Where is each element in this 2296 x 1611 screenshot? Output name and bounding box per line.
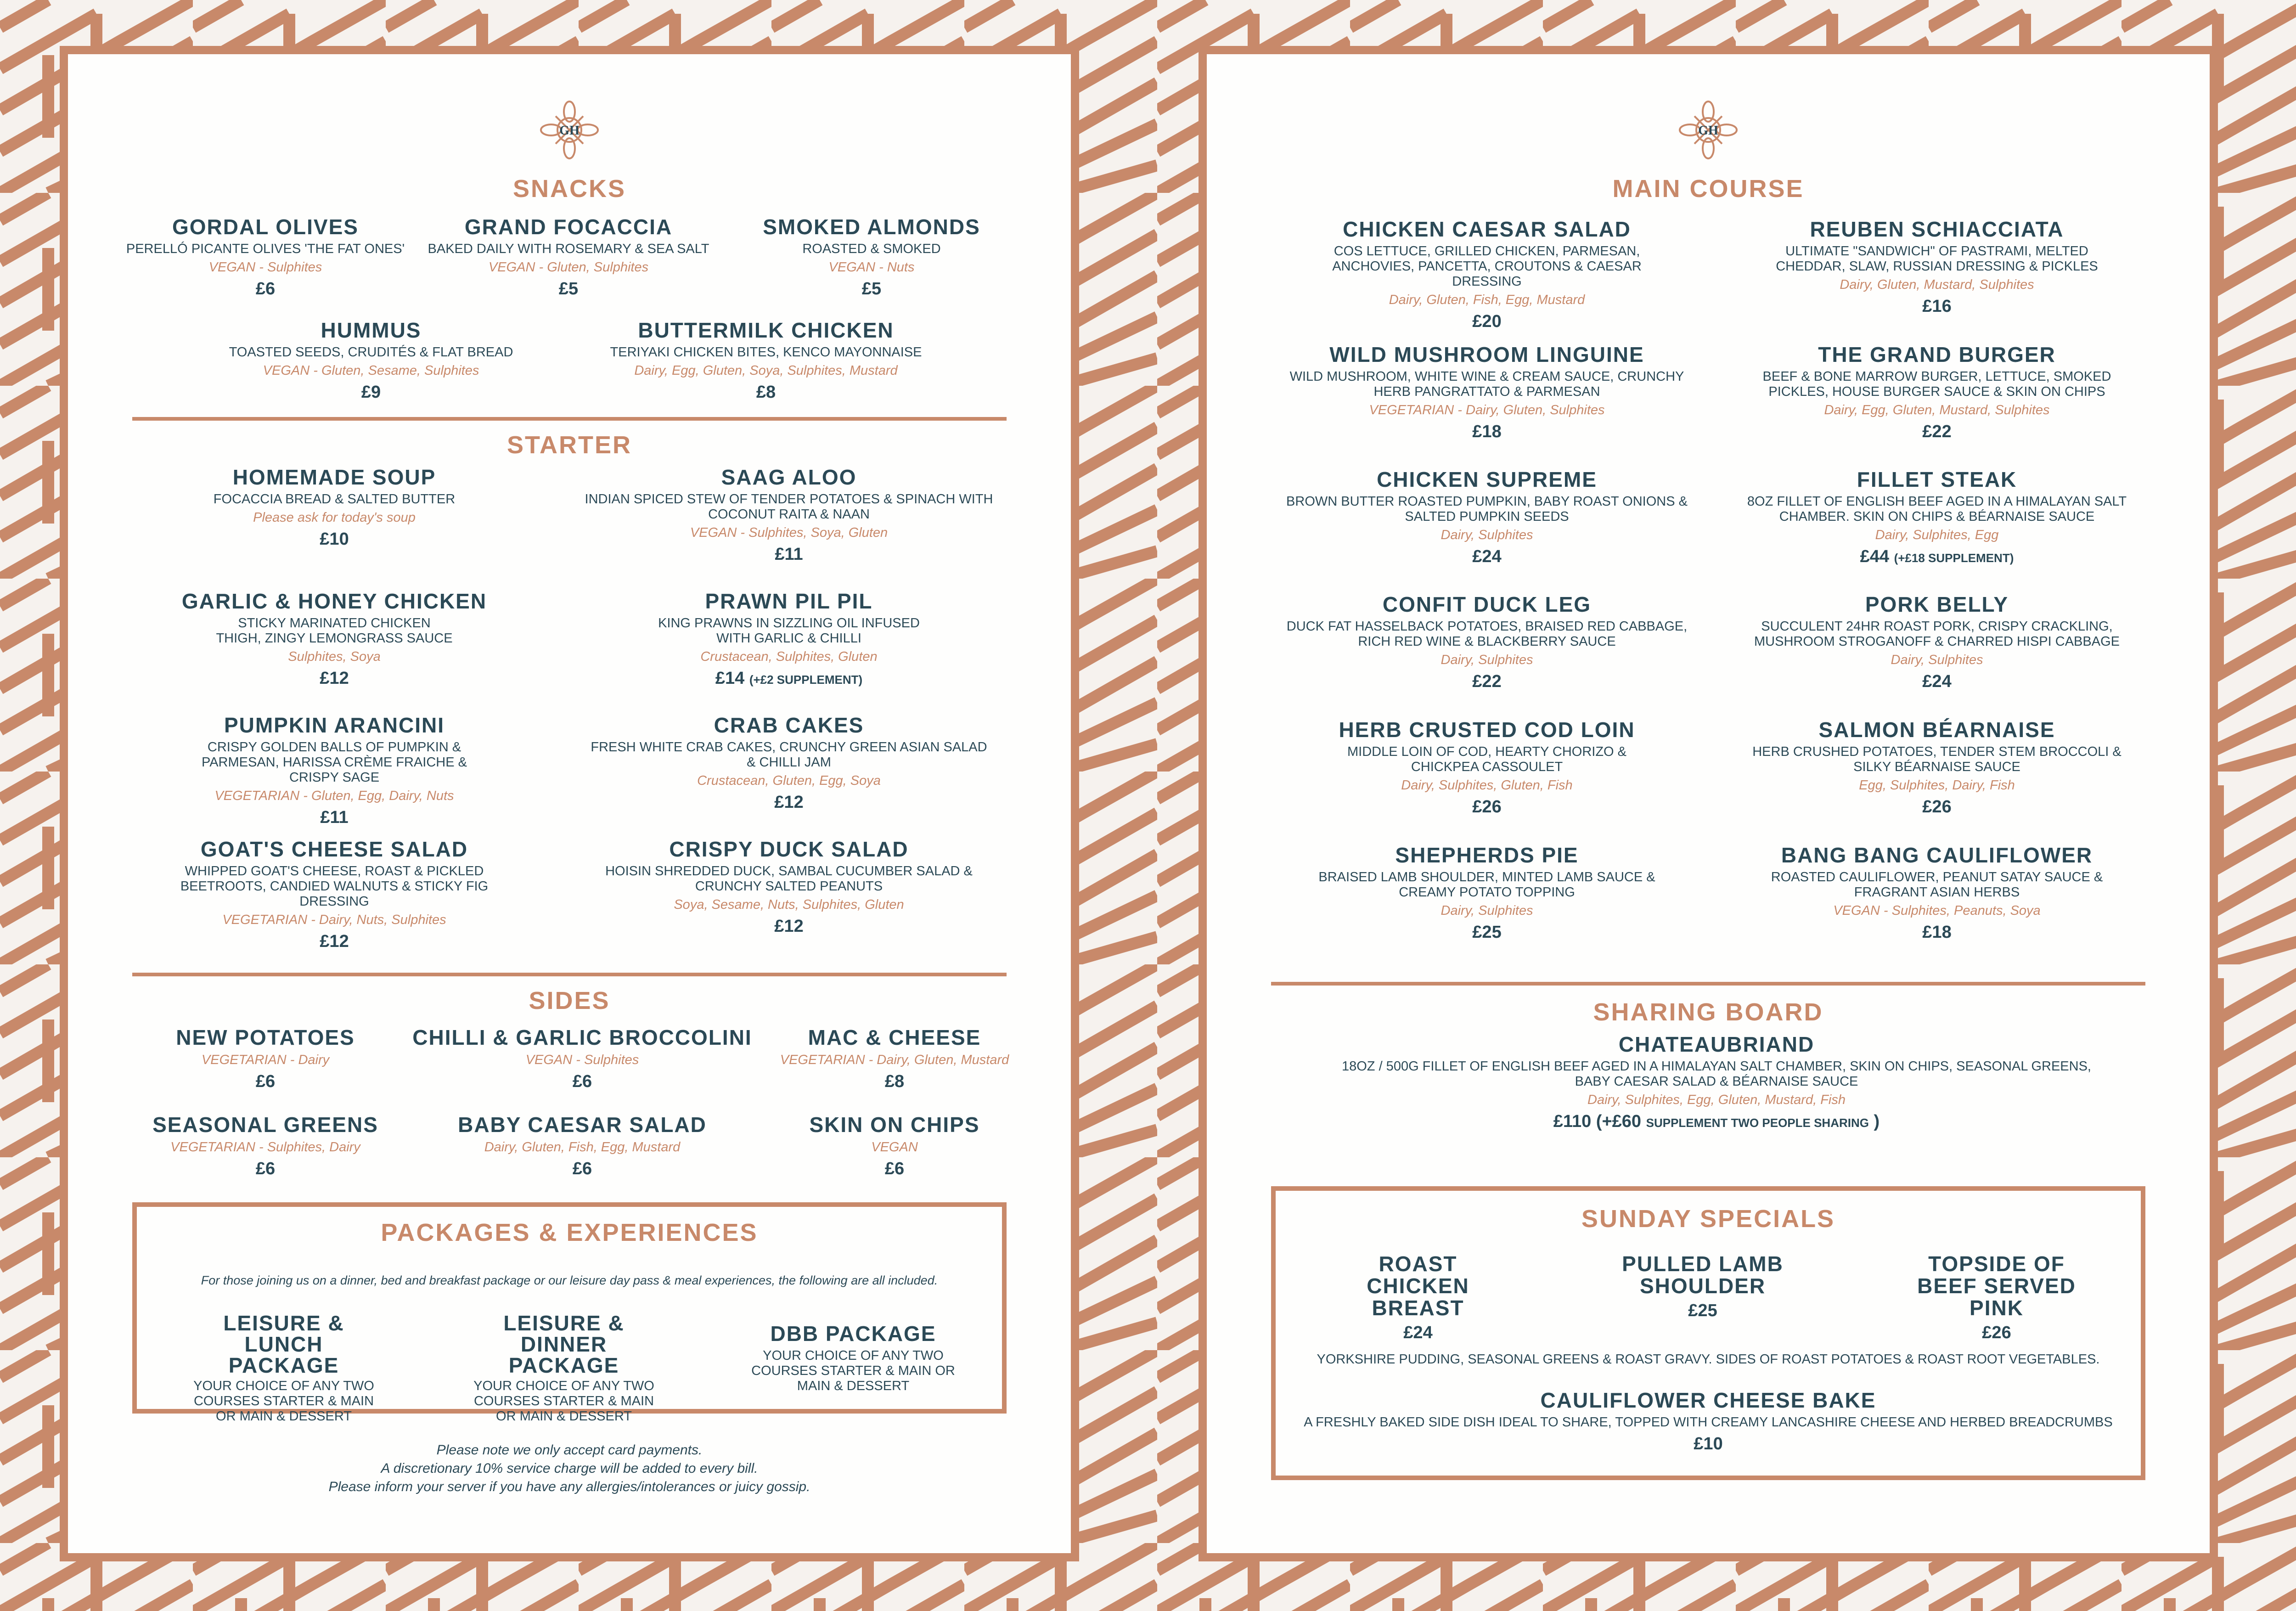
sunday-specials-box	[1271, 1186, 2145, 1480]
item-name: ROAST CHICKEN BREAST	[1367, 1252, 1469, 1320]
section-title-packages: PACKAGES & EXPERIENCES	[381, 1219, 758, 1246]
item-desc: YOUR CHOICE OF ANY TWO COURSES STARTER & MAIN OR MAIN & DESSERT	[193, 1379, 374, 1424]
item-name: CHILLI & GARLIC BROCCOLINI	[412, 1025, 752, 1049]
item-price: £6	[255, 1072, 276, 1091]
item-price: £6	[255, 279, 276, 299]
item-name: CHATEAUBRIAND	[1618, 1032, 1815, 1056]
menu-item	[123, 215, 408, 299]
menu-item	[766, 1025, 1023, 1092]
item-allergens: Dairy, Sulphites	[1441, 528, 1533, 542]
item-desc: FOCACCIA BREAD & SALTED BUTTER	[213, 492, 456, 507]
menu-item	[146, 837, 523, 952]
item-price: £10	[1694, 1434, 1723, 1453]
item-allergens: VEGAN - Sulphites, Peanuts, Soya	[1833, 903, 2041, 918]
item-desc: BRAISED LAMB SHOULDER, MINTED LAMB SAUCE & CREAMY POTATO TOPPING	[1318, 870, 1655, 900]
item-name: SALMON BÉARNAISE	[1818, 718, 2055, 742]
item-price: £22	[1922, 422, 1952, 441]
item-price: £9	[361, 383, 381, 402]
logo-monogram-text: GH	[1698, 124, 1718, 138]
item-allergens: VEGETARIAN - Dairy	[201, 1053, 330, 1067]
item-allergens: VEGAN	[871, 1140, 918, 1155]
item-desc: FRESH WHITE CRAB CAKES, CRUNCHY GREEN ASIAN SALAD & CHILLI JAM	[591, 740, 987, 770]
item-name: CONFIT DUCK LEG	[1382, 592, 1592, 616]
menu-item	[573, 713, 1005, 812]
item-name: CRAB CAKES	[714, 713, 864, 737]
item-price-note: SUPPLEMENT TWO PEOPLE SHARING	[1646, 1116, 1869, 1130]
item-desc: YOUR CHOICE OF ANY TWO COURSES STARTER & MAIN OR MAIN & DESSERT	[473, 1379, 654, 1424]
menu-item	[1721, 592, 2153, 692]
item-allergens: VEGETARIAN - Gluten, Egg, Dairy, Nuts	[214, 789, 454, 803]
item-allergens: VEGAN - Gluten, Sesame, Sulphites	[263, 363, 479, 378]
item-price: £8	[756, 383, 776, 402]
roast-item	[1579, 1253, 1827, 1321]
item-allergens: Dairy, Sulphites, Gluten, Fish	[1401, 778, 1573, 793]
item-price: £22	[1472, 672, 1502, 691]
menu-item	[1271, 718, 1703, 817]
item-name: GRAND FOCACCIA	[464, 215, 673, 239]
item-price: £5	[861, 279, 882, 299]
item-name: PULLED LAMB SHOULDER	[1622, 1252, 1784, 1298]
item-price-value: £14	[715, 669, 745, 688]
item-price: £16	[1922, 297, 1952, 316]
gh-monogram-logo-icon	[537, 98, 602, 162]
item-allergens: Dairy, Sulphites	[1441, 903, 1533, 918]
item-price: £11	[775, 545, 803, 564]
item-price: £12	[320, 932, 349, 951]
item-allergens: VEGAN - Gluten, Sulphites	[488, 260, 649, 275]
item-price: £24	[1922, 672, 1952, 691]
gh-monogram-logo-icon	[1676, 98, 1740, 162]
item-desc: KING PRAWNS IN SIZZLING OIL INFUSED WITH GARLIC & CHILLI	[658, 616, 920, 646]
menu-item	[729, 215, 1014, 299]
package-item	[431, 1312, 697, 1424]
item-name: THE GRAND BURGER	[1818, 343, 2056, 366]
section-title-sharing-board: SHARING BOARD	[1593, 998, 1823, 1026]
item-allergens: VEGAN - Nuts	[828, 260, 915, 275]
item-allergens: Dairy, Sulphites, Egg, Gluten, Mustard, Fish	[1587, 1093, 1846, 1107]
divider	[132, 973, 1007, 976]
item-allergens: Crustacean, Sulphites, Gluten	[700, 649, 878, 664]
item-name: TOPSIDE OF BEEF SERVED PINK	[1917, 1252, 2076, 1320]
item-name: BUTTERMILK CHICKEN	[638, 318, 894, 342]
item-price: £11	[320, 808, 349, 827]
item-name: LEISURE & DINNER PACKAGE	[503, 1311, 625, 1377]
item-name: FILLET STEAK	[1857, 468, 2017, 491]
logo-monogram-text: GH	[559, 124, 580, 138]
item-price: £24	[1403, 1323, 1433, 1342]
item-allergens: Dairy, Sulphites, Egg	[1875, 528, 1999, 542]
footer-note	[132, 1441, 1007, 1496]
item-name: HOMEMADE SOUP	[232, 465, 436, 489]
item-price	[1721, 546, 2153, 568]
item-name: GARLIC & HONEY CHICKEN	[181, 589, 487, 613]
menu-item	[1271, 843, 1703, 942]
packages-intro: For those joining us on a dinner, bed and breakfast package or our leisure day pass & meal experiences, the following are all included.	[201, 1273, 938, 1287]
roast-description: YORKSHIRE PUDDING, SEASONAL GREENS & ROAST GRAVY. SIDES OF ROAST POTATOES & ROAST ROOT VEGETABLES.	[1317, 1352, 2100, 1367]
menu-item	[1721, 343, 2153, 442]
item-price: £24	[1472, 547, 1502, 566]
item-allergens: Dairy, Gluten, Fish, Egg, Mustard	[1389, 293, 1585, 307]
item-price: £6	[572, 1072, 592, 1091]
item-name: REUBEN SCHIACCIATA	[1810, 217, 2064, 241]
section-title-main-course: MAIN COURSE	[1612, 175, 1804, 203]
item-price-end: )	[1874, 1112, 1880, 1131]
item-allergens: Sulphites, Soya	[288, 649, 381, 664]
menu-item	[137, 1025, 394, 1092]
item-desc: BAKED DAILY WITH ROSEMARY & SEA SALT	[428, 242, 709, 256]
item-desc: TOASTED SEEDS, CRUDITÉS & FLAT BREAD	[229, 345, 513, 360]
section-title-sunday-specials: SUNDAY SPECIALS	[1581, 1205, 1835, 1233]
item-allergens: VEGETARIAN - Dairy, Nuts, Sulphites	[222, 913, 446, 927]
item-name: NEW POTATOES	[176, 1025, 355, 1049]
menu-item	[1721, 843, 2153, 942]
item-name: LEISURE & LUNCH PACKAGE	[223, 1311, 344, 1377]
item-desc: 8OZ FILLET OF ENGLISH BEEF AGED IN A HIMALAYAN SALT CHAMBER. SKIN ON CHIPS & BÉARNAISE SAUCE	[1747, 494, 2127, 524]
item-name: GOAT'S CHEESE SALAD	[200, 837, 468, 861]
item-desc: COS LETTUCE, GRILLED CHICKEN, PARMESAN, ANCHOVIES, PANCETTA, CROUTONS & CAESAR DRESSING	[1332, 244, 1642, 289]
menu-item	[426, 215, 711, 299]
menu-item	[160, 589, 509, 688]
item-desc: HERB CRUSHED POTATOES, TENDER STEM BROCCOLI & SILKY BÉARNAISE SAUCE	[1752, 744, 2122, 774]
menu-item	[1721, 718, 2153, 817]
section-title-sides: SIDES	[529, 987, 610, 1014]
menu-item	[399, 1025, 766, 1092]
item-desc: WILD MUSHROOM, WHITE WINE & CREAM SAUCE, CRUNCHY HERB PANGRATTATO & PARMESAN	[1289, 369, 1684, 399]
item-name: CHICKEN SUPREME	[1377, 468, 1597, 491]
item-name: CAULIFLOWER CHEESE BAKE	[1540, 1388, 1876, 1412]
item-price: £6	[884, 1159, 905, 1178]
item-desc: BEEF & BONE MARROW BURGER, LETTUCE, SMOKED PICKLES, HOUSE BURGER SAUCE & SKIN ON CHIPS	[1762, 369, 2111, 399]
item-desc: A FRESHLY BAKED SIDE DISH IDEAL TO SHARE, TOPPED WITH CREAMY LANCASHIRE CHEESE AND HERBED BREADCRUMBS	[1304, 1415, 2113, 1430]
item-price-value: £44	[1860, 547, 1890, 566]
item-price: £25	[1688, 1301, 1717, 1320]
menu-item	[573, 465, 1005, 564]
package-item	[151, 1312, 417, 1424]
item-allergens: VEGAN - Sulphites	[208, 260, 322, 275]
item-desc: INDIAN SPICED STEW OF TENDER POTATOES & SPINACH WITH COCONUT RAITA & NAAN	[585, 492, 993, 522]
item-price: £10	[320, 529, 349, 549]
item-price: £8	[884, 1072, 905, 1091]
menu-item	[1276, 1032, 2157, 1133]
menu-item	[1276, 1388, 2141, 1454]
item-allergens: Dairy, Sulphites	[1891, 653, 1983, 667]
menu-item	[137, 1113, 394, 1179]
item-price-note: (+£18 SUPPLEMENT)	[1894, 551, 2014, 565]
menu-item	[1271, 217, 1703, 332]
item-price: £6	[255, 1159, 276, 1178]
menu-item	[766, 1113, 1023, 1179]
item-allergens: VEGETARIAN - Sulphites, Dairy	[170, 1140, 360, 1155]
item-name: SHEPHERDS PIE	[1395, 843, 1579, 867]
item-price: £6	[572, 1159, 592, 1178]
item-price: £20	[1472, 312, 1502, 331]
item-desc: BROWN BUTTER ROASTED PUMPKIN, BABY ROAST ONIONS & SALTED PUMPKIN SEEDS	[1286, 494, 1688, 524]
item-allergens: Crustacean, Gluten, Egg, Soya	[697, 773, 881, 788]
footer-line: Please inform your server if you have any allergies/intolerances or juicy gossip.	[328, 1479, 810, 1494]
menu-item	[160, 465, 509, 549]
item-allergens: Dairy, Gluten, Fish, Egg, Mustard	[484, 1140, 681, 1155]
item-allergens: VEGAN - Sulphites	[525, 1053, 639, 1067]
item-name: MAC & CHEESE	[808, 1025, 981, 1049]
item-name: BANG BANG CAULIFLOWER	[1781, 843, 2093, 867]
menu-item	[1271, 343, 1703, 442]
item-desc: SUCCULENT 24HR ROAST PORK, CRISPY CRACKLING, MUSHROOM STROGANOFF & CHARRED HISPI CABBAGE	[1754, 619, 2120, 649]
item-price: £25	[1472, 923, 1502, 942]
item-price: £26	[1922, 797, 1952, 817]
item-desc: STICKY MARINATED CHICKEN THIGH, ZINGY LEMONGRASS SAUCE	[216, 616, 453, 646]
item-desc: ROASTED & SMOKED	[802, 242, 941, 256]
item-name: WILD MUSHROOM LINGUINE	[1329, 343, 1644, 366]
item-name: CRISPY DUCK SALAD	[669, 837, 909, 861]
item-name: GORDAL OLIVES	[172, 215, 359, 239]
menu-item	[1271, 592, 1703, 692]
item-desc: WHIPPED GOAT'S CHEESE, ROAST & PICKLED BEETROOTS, CANDIED WALNUTS & STICKY FIG DRESSING	[180, 864, 489, 909]
item-desc: PERELLÓ PICANTE OLIVES 'THE FAT ONES'	[126, 242, 405, 256]
item-allergens: Please ask for today's soup	[253, 510, 416, 525]
menu-panel-mains	[1199, 46, 2218, 1561]
item-price	[573, 668, 1005, 690]
item-price	[1276, 1111, 2157, 1133]
item-desc: ROASTED CAULIFLOWER, PEANUT SATAY SAUCE & FRAGRANT ASIAN HERBS	[1771, 870, 2103, 900]
item-price: £26	[1472, 797, 1502, 817]
section-title-starter: STARTER	[507, 431, 632, 459]
item-price: £12	[320, 669, 349, 688]
package-item	[711, 1322, 996, 1394]
item-name: SEASONAL GREENS	[152, 1113, 378, 1137]
menu-item	[206, 318, 536, 402]
menu-item	[587, 318, 945, 402]
item-desc: YOUR CHOICE OF ANY TWO COURSES STARTER & MAIN OR MAIN & DESSERT	[751, 1348, 955, 1393]
menu-item	[573, 589, 1005, 690]
item-desc: HOISIN SHREDDED DUCK, SAMBAL CUCUMBER SALAD & CRUNCHY SALTED PEANUTS	[605, 864, 973, 894]
section-title-snacks: SNACKS	[512, 175, 626, 203]
item-allergens: Dairy, Egg, Gluten, Mustard, Sulphites	[1824, 403, 2050, 417]
footer-line: A discretionary 10% service charge will be added to every bill.	[381, 1461, 758, 1476]
footer-line: Please note we only accept card payments.	[436, 1442, 703, 1458]
item-name: PRAWN PIL PIL	[705, 589, 873, 613]
packages-box	[132, 1202, 1007, 1424]
item-price: £26	[1982, 1323, 2011, 1342]
roast-item	[1303, 1253, 1533, 1343]
item-price: £5	[558, 279, 579, 299]
item-allergens: Egg, Sulphites, Dairy, Fish	[1859, 778, 2015, 793]
item-price: £12	[774, 793, 804, 812]
item-desc: MIDDLE LOIN OF COD, HEARTY CHORIZO & CHICKPEA CASSOULET	[1347, 744, 1626, 774]
roast-item	[1873, 1253, 2121, 1343]
item-desc: 18OZ / 500G FILLET OF ENGLISH BEEF AGED IN A HIMALAYAN SALT CHAMBER, SKIN ON CHIPS, SEASONAL GREENS, BABY CAESAR SALAD & BÉARNAISE SAUCE	[1341, 1059, 2091, 1089]
item-desc: CRISPY GOLDEN BALLS OF PUMPKIN & PARMESAN, HARISSA CRÈME FRAICHE & CRISPY SAGE	[202, 740, 467, 785]
item-name: HUMMUS	[321, 318, 422, 342]
item-name: SAAG ALOO	[721, 465, 857, 489]
item-allergens: Soya, Sesame, Nuts, Sulphites, Gluten	[674, 897, 904, 912]
item-name: SMOKED ALMONDS	[763, 215, 980, 239]
menu-item	[573, 837, 1005, 936]
divider	[1271, 982, 2145, 986]
item-price: £18	[1922, 923, 1952, 942]
item-desc: ULTIMATE "SANDWICH" OF PASTRAMI, MELTED CHEDDAR, SLAW, RUSSIAN DRESSING & PICKLES	[1776, 244, 2098, 274]
item-name: CHICKEN CAESAR SALAD	[1343, 217, 1631, 241]
item-desc: DUCK FAT HASSELBACK POTATOES, BRAISED RED CABBAGE, RICH RED WINE & BLACKBERRY SAUCE	[1286, 619, 1688, 649]
menu-item	[1721, 468, 2153, 568]
item-name: SKIN ON CHIPS	[809, 1113, 980, 1137]
item-allergens: VEGETARIAN - Dairy, Gluten, Sulphites	[1369, 403, 1605, 417]
item-name: PORK BELLY	[1865, 592, 2009, 616]
item-price-value: £110 (+£60	[1553, 1112, 1642, 1131]
menu-item	[1271, 468, 1703, 567]
menu-item	[399, 1113, 766, 1179]
item-desc: TERIYAKI CHICKEN BITES, KENCO MAYONNAISE	[610, 345, 922, 360]
item-allergens: Dairy, Sulphites	[1441, 653, 1533, 667]
item-name: HERB CRUSTED COD LOIN	[1339, 718, 1635, 742]
item-allergens: Dairy, Gluten, Mustard, Sulphites	[1840, 277, 2034, 292]
item-price-note: (+£2 SUPPLEMENT)	[749, 673, 863, 687]
item-price: £12	[774, 917, 804, 936]
item-price: £18	[1472, 422, 1502, 441]
item-allergens: Dairy, Egg, Gluten, Soya, Sulphites, Mustard	[634, 363, 898, 378]
divider	[132, 417, 1007, 421]
item-name: BABY CAESAR SALAD	[458, 1113, 707, 1137]
item-allergens: VEGAN - Sulphites, Soya, Gluten	[690, 525, 888, 540]
menu-item	[160, 713, 509, 828]
menu-panel-food	[60, 46, 1079, 1561]
menu-item	[1721, 217, 2153, 316]
item-name: DBB PACKAGE	[770, 1322, 936, 1346]
item-allergens: VEGETARIAN - Dairy, Gluten, Mustard	[780, 1053, 1009, 1067]
item-name: PUMPKIN ARANCINI	[224, 713, 445, 737]
